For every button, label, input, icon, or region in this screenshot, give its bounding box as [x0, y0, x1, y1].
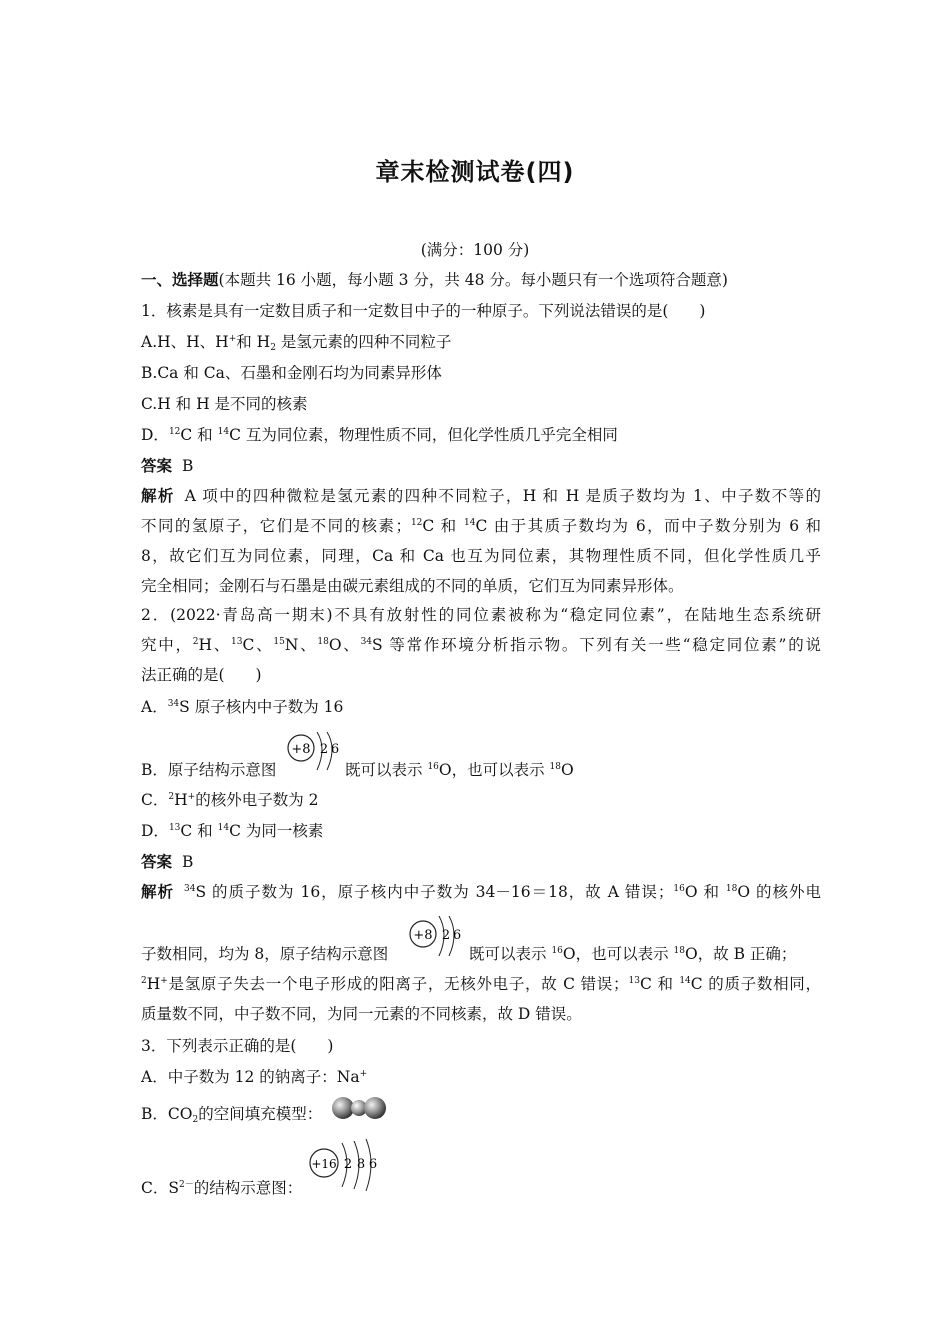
sup: 13: [628, 976, 640, 986]
text: C．S: [141, 1179, 179, 1197]
sup: 2－: [178, 1180, 194, 1190]
sup: +: [359, 1069, 368, 1079]
text: C 和: [180, 426, 218, 444]
text: O 的核外电: [737, 883, 822, 901]
text: S 等常作环境分析指示物。下列有关一些“稳定同位素”的说: [372, 636, 821, 654]
text: O: [560, 761, 574, 779]
analysis-tail: [469, 944, 796, 964]
text: C 的质子数相同，: [690, 975, 821, 993]
sup: 14: [679, 976, 691, 986]
q1-analysis-line-1: [141, 486, 821, 506]
text: C．: [141, 791, 169, 809]
text-wrap: [141, 1178, 302, 1198]
q1-analysis-line-3: 8，故它们互为同位素，同理，Ca 和 Ca 也互为同位素，其物理性质不同，但化学性质几乎: [141, 547, 821, 565]
text: C 由于其质子数均为 6，而中子数分别为 6 和: [475, 517, 821, 535]
sup: 34: [360, 637, 373, 647]
q2-option-b: [141, 730, 821, 780]
sup: 2: [168, 792, 175, 802]
q2-analysis-line-4: 质量数不同，中子数不同，为同一元素的不同核素，故 D 错误。: [141, 1005, 582, 1023]
text: C、: [242, 636, 274, 654]
text: 子数相同，均为 8，原子结构示意图: [141, 945, 389, 963]
q3-option-c: [141, 1135, 821, 1195]
shell-count-2: 8: [356, 1157, 366, 1172]
shell-count-1: 2: [343, 1157, 353, 1172]
text: S 的质子数为 16，原子核内中子数为 34－16＝18，故 A 错误；: [195, 883, 674, 901]
sup: 14: [217, 427, 230, 437]
sup: 34: [184, 884, 196, 894]
section-heading: [141, 270, 821, 290]
text-wrap: [141, 1104, 322, 1124]
q1-analysis-line-2: [141, 516, 821, 536]
text: 既可以表示: [345, 761, 428, 779]
page-title: 章末检测试卷(四): [375, 158, 575, 186]
text: 不同的氢原子，它们是不同的核素；: [141, 517, 411, 535]
oxygen-sphere: [364, 1097, 386, 1119]
q1-analysis-line-4: 完全相同；金刚石与石墨是由碳元素组成的不同的单质，它们互为同素异形体。: [141, 577, 684, 595]
q2-option-a: [141, 697, 821, 717]
text: B．CO: [141, 1105, 193, 1123]
option-b-tail: [345, 760, 574, 780]
text: A．: [141, 698, 168, 716]
sub: 2: [192, 1115, 199, 1125]
oxygen-atom-diagram-2: [407, 912, 467, 960]
sup: 12: [168, 427, 181, 437]
sup: 18: [549, 762, 561, 772]
nucleus-label: +8: [291, 742, 311, 757]
q1-answer: [141, 456, 821, 476]
sulfur-ion-diagram: [308, 1135, 388, 1193]
sup: +: [160, 976, 168, 986]
text: S 原子核内中子数为 16: [179, 698, 344, 716]
sup: 16: [427, 762, 439, 772]
text: 既可以表示: [469, 945, 552, 963]
sup: 16: [551, 946, 563, 956]
text: A.H、H、H: [141, 333, 229, 351]
sup: +: [187, 792, 196, 802]
shell-count-2: 6: [452, 928, 462, 943]
q2-stem-line-2: [141, 635, 821, 655]
q2-analysis-line-3: [141, 974, 821, 994]
q2-analysis-line-2: [141, 912, 821, 962]
text: D．: [141, 822, 169, 840]
q3-stem: 3．下列表示正确的是( ): [141, 1037, 334, 1055]
analysis-label: 解析: [141, 487, 175, 505]
text: O 和: [684, 883, 726, 901]
sup: 18: [725, 884, 738, 894]
text: D．: [141, 426, 169, 444]
text: 的结构示意图：: [193, 1179, 303, 1197]
sup: 16: [673, 884, 685, 894]
sup: 13: [168, 823, 181, 833]
answer-value: B: [182, 457, 194, 475]
sup: 2: [141, 976, 147, 986]
text: H、: [198, 636, 232, 654]
text: C 和: [422, 517, 465, 535]
text: O、: [328, 636, 361, 654]
q2-stem-line-3: 法正确的是( ): [141, 666, 262, 684]
text: A．中子数为 12 的钠离子：Na: [141, 1068, 360, 1086]
section-head: 一、选择题: [141, 271, 219, 289]
analysis-label: 解析: [141, 883, 175, 901]
text: O，也可以表示: [438, 761, 550, 779]
nucleus-label: +8: [413, 928, 433, 943]
text: C 和: [639, 975, 680, 993]
sup: 2: [192, 637, 199, 647]
q1-option-b: B.Ca 和 Ca、石墨和金刚石均为同素异形体: [141, 364, 442, 382]
text: O，也可以表示: [562, 945, 674, 963]
co2-space-filling-model: [329, 1095, 391, 1123]
text: O，故 B 正确；: [684, 945, 797, 963]
text: 是氢元素的四种不同粒子: [275, 333, 452, 351]
shell-count-3: 6: [368, 1157, 378, 1172]
nucleus-label: +16: [311, 1157, 337, 1171]
sup: 14: [464, 518, 476, 528]
text: B．原子结构示意图: [141, 761, 277, 779]
q1-option-d: [141, 425, 821, 445]
oxygen-sphere: [332, 1097, 354, 1119]
q3-option-b: [141, 1095, 821, 1125]
sub: 2: [270, 343, 276, 353]
text: 是氢原子失去一个电子形成的阳离子，无核外电子，故 C 错误；: [167, 975, 629, 993]
shell-count-2: 6: [330, 742, 340, 757]
text: H: [146, 975, 161, 993]
q2-option-c: [141, 790, 821, 810]
q3-option-a: [141, 1067, 821, 1087]
text: 的空间填充模型：: [198, 1105, 323, 1123]
sup: 15: [273, 637, 285, 647]
text: 究中，: [141, 636, 193, 654]
shell-count-1: 2: [319, 742, 329, 757]
text: H: [174, 791, 188, 809]
sup: 13: [231, 637, 243, 647]
q2-stem-line-1: 2．(2022·青岛高一期末)不具有放射性的同位素被称为“稳定同位素”，在陆地生态系统研: [141, 606, 821, 624]
oxygen-atom-diagram: [285, 730, 345, 778]
sup: 34: [167, 699, 180, 709]
text: 和 H: [236, 333, 271, 351]
shell-count-1: 2: [441, 928, 451, 943]
q1-option-c: C.H 和 H 是不同的核素: [141, 395, 308, 413]
section-desc: (本题共 16 小题，每小题 3 分，共 48 分。每小题只有一个选项符合题意): [218, 271, 728, 289]
sup: 18: [317, 637, 329, 647]
text: 的核外电子数为 2: [195, 791, 319, 809]
q2-option-d: [141, 821, 821, 841]
answer-label: 答案: [141, 853, 173, 871]
sup: 12: [410, 518, 423, 528]
answer-value: B: [182, 853, 194, 871]
score-note: (满分：100 分): [420, 241, 530, 259]
sup: 18: [673, 946, 685, 956]
answer-label: 答案: [141, 457, 173, 475]
q1-option-a: [141, 332, 821, 352]
text: N、: [284, 636, 318, 654]
q2-analysis-line-1: [141, 882, 821, 902]
text: C 互为同位素，物理性质不同，但化学性质几乎完全相同: [229, 426, 618, 444]
sup: +: [228, 334, 237, 344]
text: A 项中的四种微粒是氢元素的四种不同粒子，H 和 H 是质子数均为 1、中子数不等的: [184, 487, 821, 505]
text: C 和: [180, 822, 218, 840]
sup: 14: [217, 823, 230, 833]
text: C 为同一核素: [229, 822, 324, 840]
q1-stem: 1．核素是具有一定数目质子和一定数目中子的一种原子。下列说法错误的是( ): [141, 302, 706, 320]
q2-answer: [141, 852, 821, 872]
